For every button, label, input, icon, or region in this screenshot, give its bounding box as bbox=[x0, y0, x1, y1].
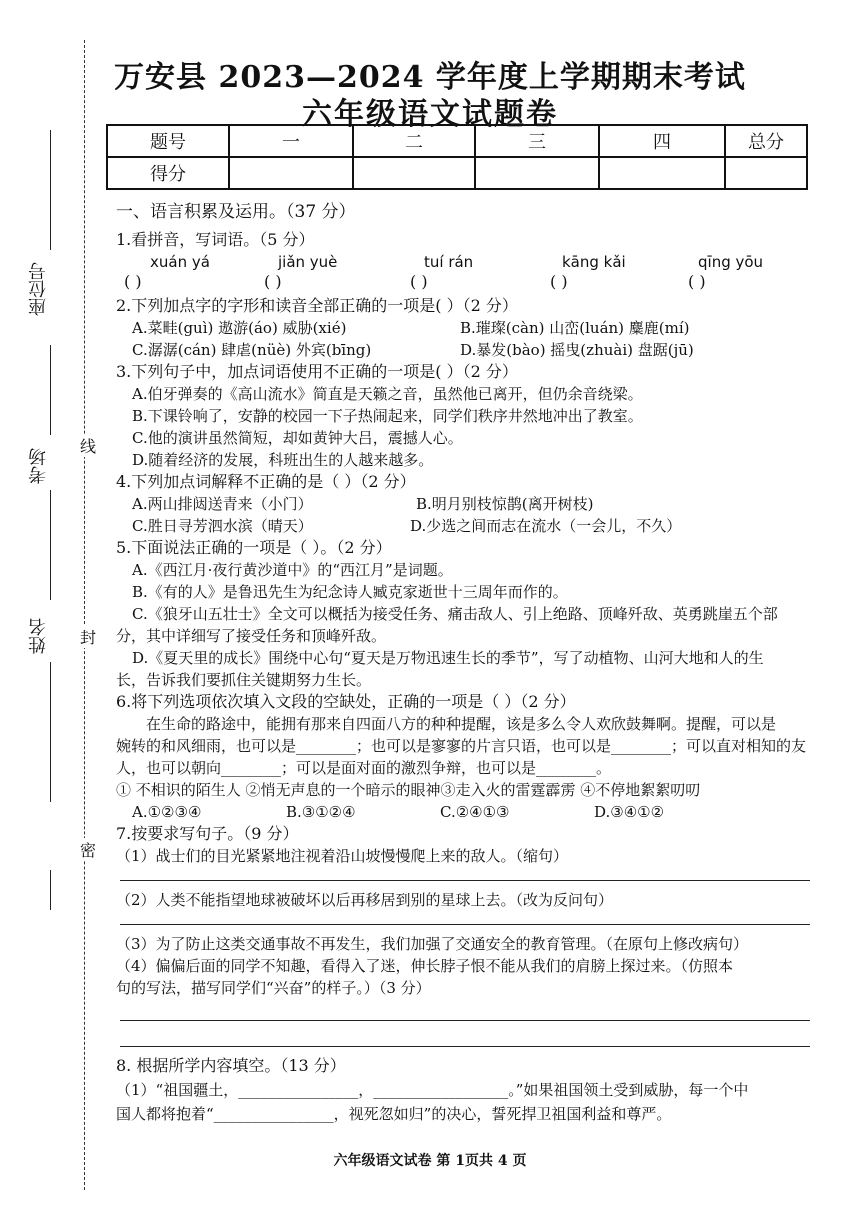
q1-pinyin-5: qīng yōu bbox=[698, 253, 764, 271]
q6-passage-line1: 在生命的路途中，能拥有那来自四面八方的种种提醒，该是多么令人欢欣鼓舞啊。提醒，可以是 bbox=[146, 715, 777, 733]
q7-sentence-2: （2）人类不能指望地球被破坏以后再移居到别的星球上去。（改为反问句） bbox=[116, 891, 614, 909]
score-header-cell: 一 bbox=[229, 125, 353, 157]
score-row-label: 得分 bbox=[107, 157, 229, 189]
q4-option-b: B.明月别枝惊鹊(离开树枝) bbox=[416, 495, 594, 513]
q1-pinyin-1: xuán yá bbox=[150, 253, 210, 271]
q1-stem: 1.看拼音，写词语。（5 分） bbox=[116, 230, 315, 249]
q4-option-c: C.胜日寻芳泗水滨（晴天） bbox=[132, 517, 313, 535]
q6-option-d: D.③④①② bbox=[594, 803, 665, 821]
q8-line-2: 国人都将抱着“________________，视死忽如归”的决心，誓死捍卫祖国利益和尊严。 bbox=[116, 1105, 672, 1123]
q1-answer-blank-4[interactable]: ( ) bbox=[550, 272, 568, 291]
q1-pinyin-4: kāng kǎi bbox=[562, 253, 626, 271]
q6-option-a: A.①②③④ bbox=[132, 803, 202, 821]
score-header-cell: 二 bbox=[353, 125, 475, 157]
q7-answer-line-2[interactable] bbox=[120, 924, 810, 925]
name-label: 姓名 bbox=[28, 618, 49, 654]
q7-sentence-3: （3）为了防止这类交通事故不再发生，我们加强了交通安全的教育管理。（在原句上修改病句） bbox=[116, 935, 749, 953]
q2-option-a: A.菜畦(guì) 遨游(áo) 威胁(xié) bbox=[132, 319, 347, 337]
q7-sentence-4-line1: （4）偏偏后面的同学不知趣，看得入了迷，伸长脖子恨不能从我们的肩膀上探过来。（仿照本 bbox=[116, 957, 734, 975]
score-table-score-row bbox=[107, 157, 807, 189]
score-input-cell[interactable] bbox=[475, 157, 599, 189]
q5-option-a: A.《西江月·夜行黄沙道中》的“西江月”是词题。 bbox=[132, 561, 453, 579]
q6-stem: 6.将下列选项依次填入文段的空缺处，正确的一项是（ ）（2 分） bbox=[116, 692, 576, 711]
score-header-cell: 总分 bbox=[725, 125, 807, 157]
seat-number-label: 座位号 bbox=[28, 262, 49, 316]
q7-stem: 7.按要求写句子。（9 分） bbox=[116, 824, 299, 843]
exam-title-line2: 六年级语文试题卷 bbox=[302, 97, 558, 132]
q3-option-b: B.下课铃响了，安静的校园一下子热闹起来，同学们秩序井然地冲出了教室。 bbox=[132, 407, 643, 425]
q6-passage-line2: 婉转的和风细雨，也可以是________；也可以是寥寥的片言只语，也可以是________；可以直对相知的友 bbox=[116, 737, 807, 755]
q3-option-d: D.随着经济的发展，科班出生的人越来越多。 bbox=[132, 451, 434, 469]
q5-option-d-line2: 长，告诉我们要抓住关键期努力生长。 bbox=[116, 671, 372, 689]
q1-answer-blank-1[interactable]: ( ) bbox=[124, 272, 142, 291]
score-header-cell: 题号 bbox=[107, 125, 229, 157]
binding-line-top bbox=[50, 130, 51, 250]
q5-stem: 5.下面说法正确的一项是（ ）。（2 分） bbox=[116, 538, 392, 557]
q7-sentence-1: （1）战士们的目光紧紧地注视着沿山坡慢慢爬上来的敌人。（缩句） bbox=[116, 847, 569, 865]
q7-answer-line-4[interactable] bbox=[120, 1046, 810, 1047]
q6-option-b: B.③①②④ bbox=[286, 803, 356, 821]
q1-answer-blank-3[interactable]: ( ) bbox=[410, 272, 428, 291]
q7-answer-line-3[interactable] bbox=[120, 1020, 810, 1021]
q5-option-b: B.《有的人》是鲁迅先生为纪念诗人臧克家逝世十三周年而作的。 bbox=[132, 583, 568, 601]
q8-line-1: （1）“祖国疆土，________________，__________________。”如果祖国领土受到威胁，每一个中 bbox=[116, 1081, 749, 1099]
score-input-cell[interactable] bbox=[353, 157, 475, 189]
score-table bbox=[106, 124, 808, 190]
seal-mark-feng: 封 bbox=[80, 625, 96, 648]
score-input-cell[interactable] bbox=[229, 157, 353, 189]
q8-stem: 8. 根据所学内容填空。（13 分） bbox=[116, 1056, 346, 1075]
score-header-cell: 三 bbox=[475, 125, 599, 157]
q6-option-c: C.②④①③ bbox=[440, 803, 510, 821]
score-input-cell[interactable] bbox=[725, 157, 807, 189]
q4-stem: 4.下列加点词解释不正确的是（ ）（2 分） bbox=[116, 472, 416, 491]
q5-option-c-line1: C.《狼牙山五壮士》全文可以概括为接受任务、痛击敌人、引上绝路、顶峰歼敌、英勇跳崖五个部 bbox=[132, 605, 778, 623]
seal-mark-mi: 密 bbox=[80, 838, 96, 861]
q2-option-c: C.潺潺(cán) 肆虐(nüè) 外宾(bīng) bbox=[132, 341, 372, 359]
binding-line-3 bbox=[50, 490, 51, 600]
seal-dashed-line bbox=[84, 40, 85, 1190]
section1-heading: 一、语言积累及运用。（37 分） bbox=[116, 202, 356, 222]
q2-option-d: D.暴发(bào) 摇曳(zhuài) 盘踞(jū) bbox=[460, 341, 694, 359]
q5-option-c-line2: 分，其中详细写了接受任务和顶峰歼敌。 bbox=[116, 627, 387, 645]
q3-option-a: A.伯牙弹奏的《高山流水》简直是天籁之音，虽然他已离开，但仍余音绕梁。 bbox=[132, 385, 643, 403]
score-header-cell: 四 bbox=[599, 125, 725, 157]
q1-pinyin-3: tuí rán bbox=[424, 253, 474, 271]
score-input-cell[interactable] bbox=[599, 157, 725, 189]
q3-option-c: C.他的演讲虽然简短，却如黄钟大吕，震撼人心。 bbox=[132, 429, 463, 447]
page-footer: 六年级语文试卷 第 1页共 4 页 bbox=[333, 1153, 527, 1169]
q2-option-b: B.璀璨(càn) 山峦(luán) 麋鹿(mí) bbox=[460, 319, 690, 337]
score-table-header-row bbox=[107, 125, 807, 157]
q7-answer-line-1[interactable] bbox=[120, 880, 810, 881]
q1-answer-blank-2[interactable]: ( ) bbox=[264, 272, 282, 291]
exam-title-line1: 万安县 2023—2024 学年度上学期期末考试 bbox=[114, 60, 746, 95]
q2-stem: 2.下列加点字的字形和读音全部正确的一项是( ）（2 分） bbox=[116, 296, 518, 315]
q1-pinyin-2: jiǎn yuè bbox=[278, 253, 338, 271]
q6-passage-line3: 人，也可以朝向________；可以是面对面的激烈争辩，也可以是________。 bbox=[116, 759, 612, 777]
q1-answer-blank-5[interactable]: ( ) bbox=[688, 272, 706, 291]
q5-option-d-line1: D.《夏天里的成长》围绕中心句“夏天是万物迅速生长的季节”，写了动植物、山河大地和人的生 bbox=[132, 649, 764, 667]
q4-option-a: A.两山排闼送青来（小门） bbox=[132, 495, 313, 513]
seal-mark-xian: 线 bbox=[80, 434, 96, 457]
binding-line-4 bbox=[50, 662, 51, 802]
binding-line-2 bbox=[50, 345, 51, 435]
exam-room-label: 考场 bbox=[28, 448, 49, 484]
q4-option-d: D.少选之间而志在流水（一会儿，不久） bbox=[410, 517, 682, 535]
q3-stem: 3.下列句子中，加点词语使用不正确的一项是( ）（2 分） bbox=[116, 362, 518, 381]
binding-line-5 bbox=[50, 870, 51, 910]
q6-items: ① 不相识的陌生人 ②悄无声息的一个暗示的眼神③走入火的雷霆霹雳 ④不停地絮絮叨叨 bbox=[116, 781, 701, 799]
q7-sentence-4-line2: 句的写法，描写同学们“兴奋”的样子。）（3 分） bbox=[116, 979, 431, 997]
